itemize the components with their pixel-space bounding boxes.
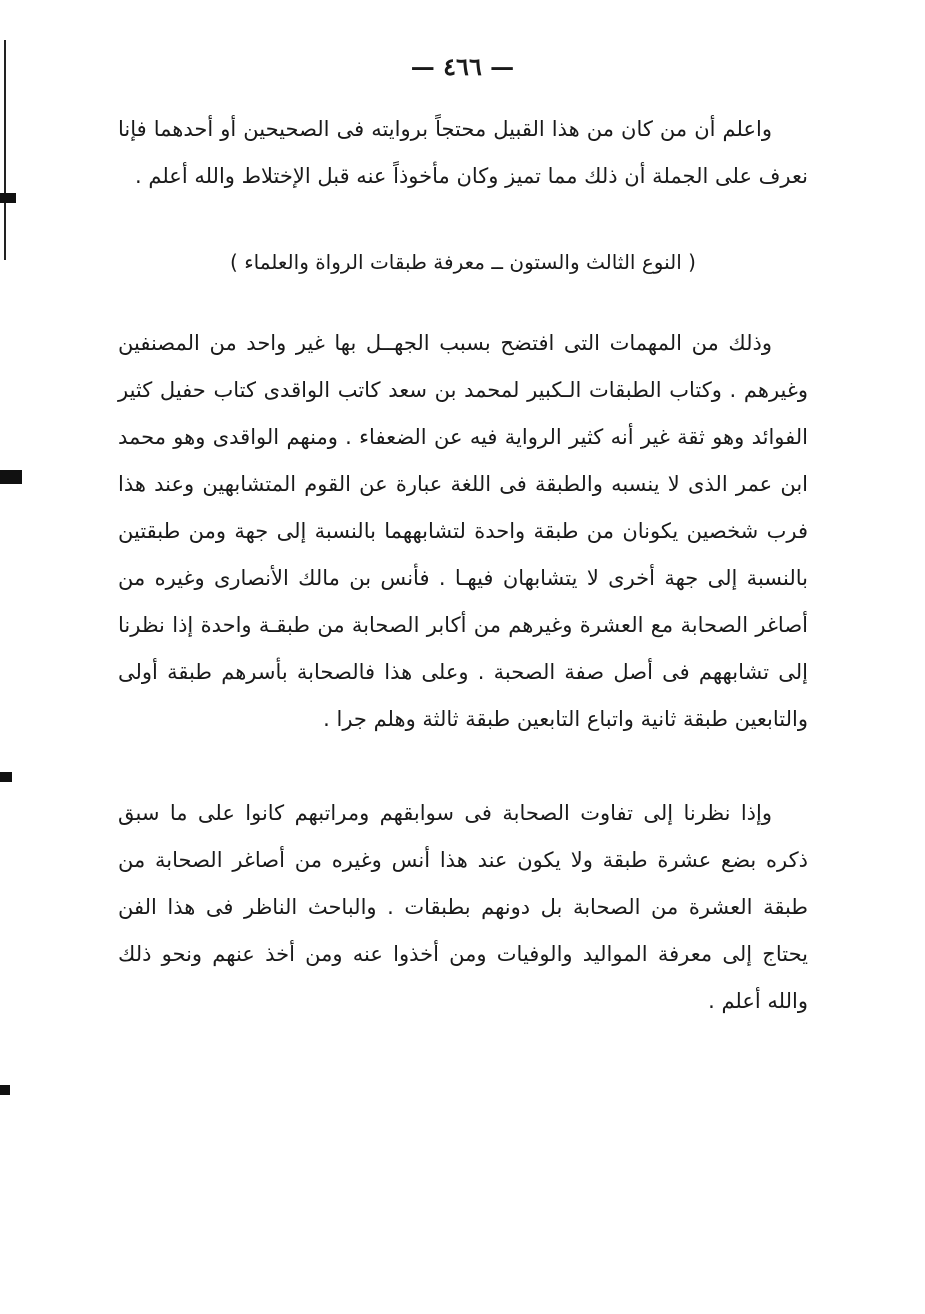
scan-edge-mark bbox=[0, 1085, 10, 1095]
paragraph-closing-previous-section: واعلم أن من كان من هذا القبيل محتجاً بروايته فى الصحيحين أو أحدهما فإنا نعرف على الجملة أن ذلك مما تميز وكان مأخوذاً عنه قبل الإختلاط والله أعلم . bbox=[118, 117, 808, 188]
paragraph-section-body: وذلك من المهمات التى افتضح بسبب الجهــل بها غير واحد من المصنفين وغيرهم . وكتاب الطبقات الـكبير لمحمد بن سعد كاتب الواقدى كتاب حفيل كثير الفوائد وهو ثقة غير أنه كثير الرواية فيه عن الضعفاء . ومنهم الواقدى وهو محمد ابن عمر الذى لا ينسبه والطبقة فى اللغة عبارة عن القوم المتشابهين وعند هذا فرب شخصين يكونان من طبقة واحدة لتشابههما بالنسبة إلى جهة ومن طبقتين بالنسبة إلى جهة أخرى لا يتشابهان فيهـا . فأنس بن مالك الأنصارى وغيره من أصاغر الصحابة مع العشرة وغيرهم من أكابر الصحابة من طبقـة واحدة إذا نظرنا إلى تشابههم فى أصل صفة الصحبة . وعلى هذا فالصحابة بأسرهم طبقة أولى والتابعين طبقة ثانية واتباع التابعين طبقة ثالثة وهلم جرا . bbox=[118, 331, 808, 731]
paragraph-section-conclusion: وإذا نظرنا إلى تفاوت الصحابة فى سوابقهم ومراتبهم كانوا على ما سبق ذكره بضع عشرة طبقة ولا يكون عند هذا أنس وغيره من أصاغر الصحابة من طبقة العشرة من الصحابة بل دونهم بطبقات . والباحث الناظر فى هذا الفن يحتاج إلى معرفة المواليد والوفيات ومن أخذوا عنه ومن أخذ عنهم ونحو ذلك والله أعلم . bbox=[118, 801, 808, 1013]
scan-edge-mark bbox=[0, 193, 16, 203]
scan-edge-mark bbox=[0, 772, 12, 782]
page-number: — ٤٦٦ — bbox=[410, 52, 515, 81]
scan-edge-mark bbox=[0, 470, 22, 484]
section-heading: ( النوع الثالث والستون ــ معرفة طبقات الرواة والعلماء ) bbox=[230, 250, 696, 274]
